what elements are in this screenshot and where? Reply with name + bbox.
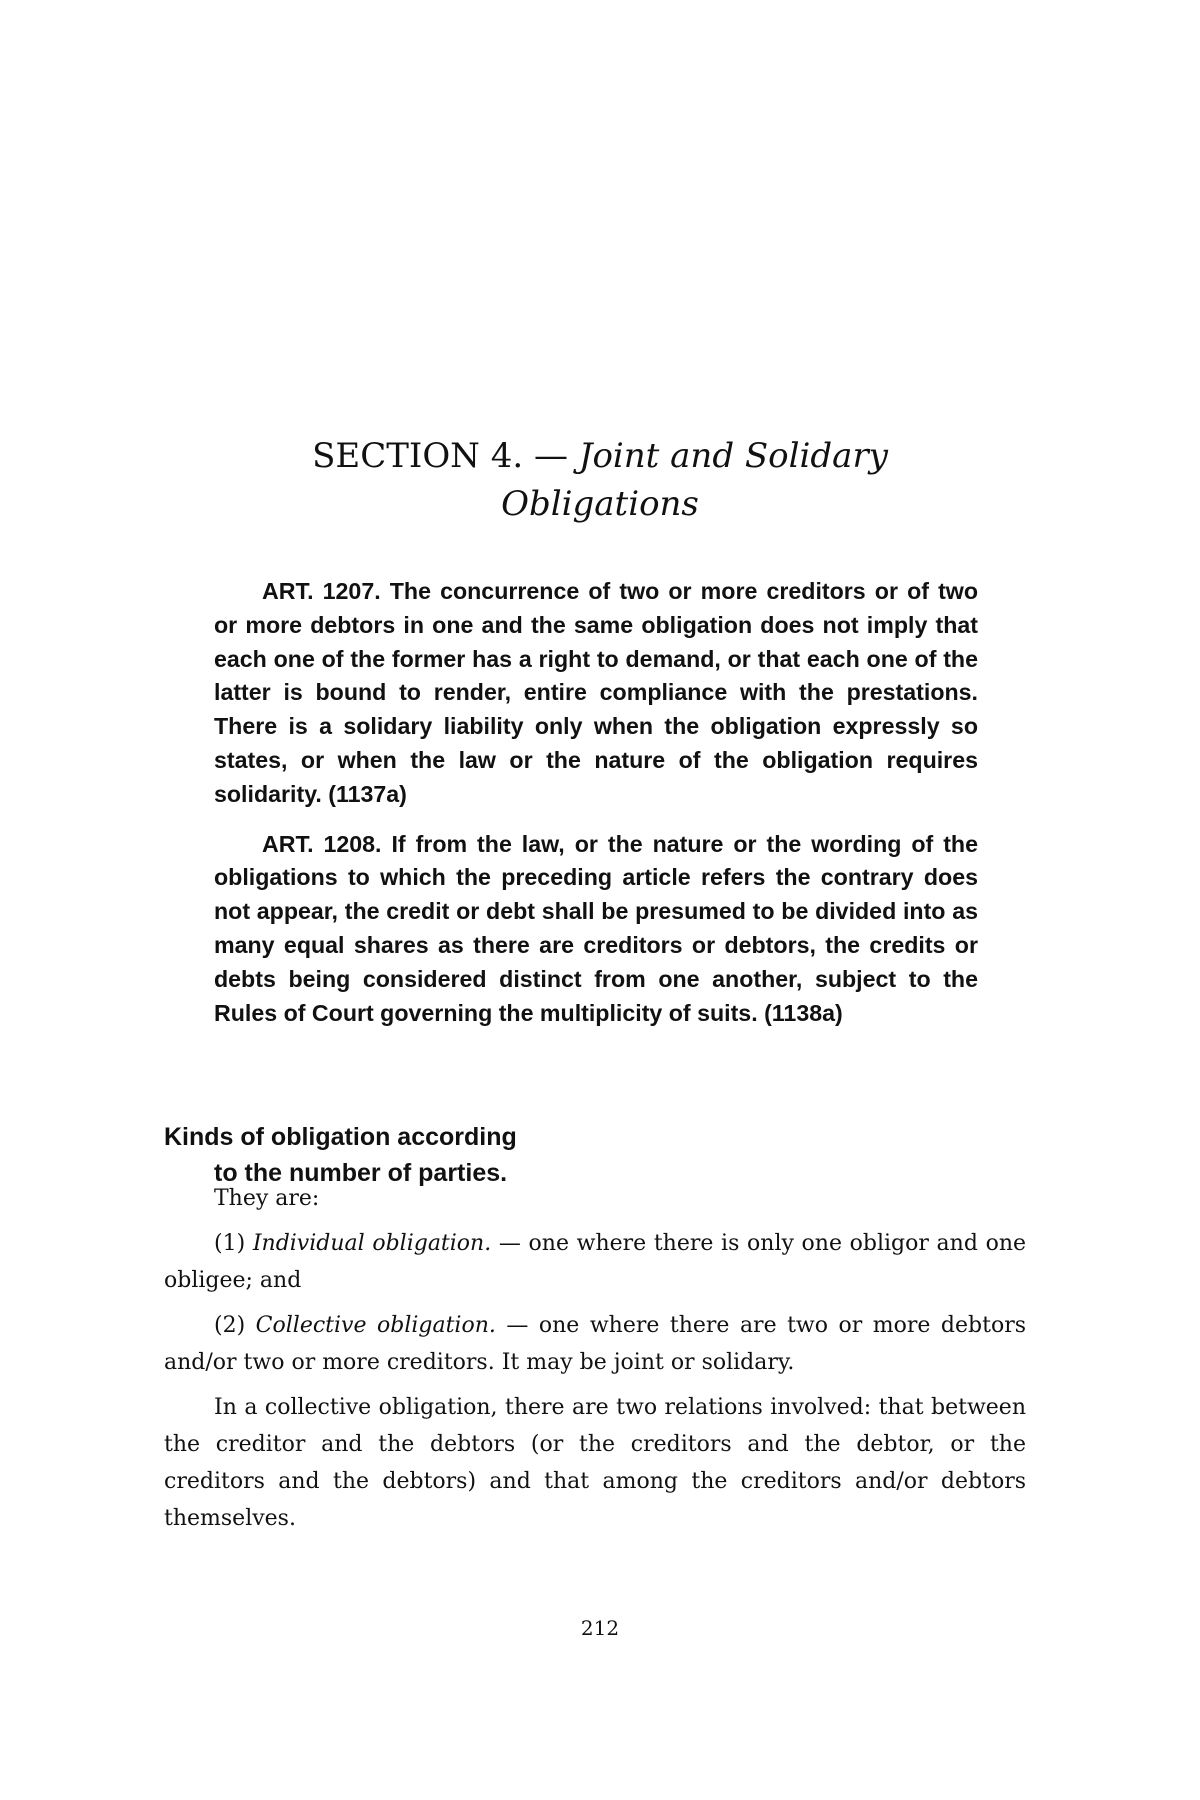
section-title-line1: Joint and Solidary: [578, 436, 888, 476]
page-number: 212: [580, 1616, 620, 1640]
intro-paragraph: They are:: [214, 1186, 320, 1211]
article-label: ART. 1207.: [262, 578, 381, 604]
article-label: ART. 1208.: [262, 830, 382, 857]
item-number: (1): [214, 1231, 253, 1256]
article-1207: [214, 575, 978, 812]
section-dash: —: [523, 436, 579, 476]
item-term: Individual obligation.: [252, 1231, 492, 1256]
subheading-line2: to the number of parties.: [214, 1158, 508, 1187]
body-text: [164, 1180, 1026, 1545]
article-text: The concurrence of two or more creditors or of two or more debtors in one and the same obligation does not imply that each one of the former has a right to demand, or that each one of the latter is bound to render, entire compliance with the prestations. There is a solidary liability only when the obligation expressly so states, or when the law or the nature of the obligation requires solidarity. (1137a): [214, 578, 978, 807]
section-title-line2: Obligations: [501, 484, 699, 524]
list-item-individual: [164, 1225, 1026, 1299]
section-label: SECTION 4.: [312, 436, 524, 476]
subheading-line1: Kinds of obligation according: [164, 1122, 517, 1151]
item-text: — one where there are two or more debtors and/or two or more creditors. It may be joint or solidary.: [164, 1313, 1026, 1375]
articles-block: [214, 575, 978, 1046]
item-number: (2): [214, 1313, 256, 1338]
collective-paragraph: In a collective obligation, there are two relations involved: that between the creditor and the debtors (or the creditors and the debtor, or the creditors and the debtors) and that among the creditors and/or debtors themselves.: [164, 1395, 1026, 1531]
item-text: — one where there is only one obligor and one obligee; and: [164, 1231, 1027, 1293]
article-text: If from the law, or the nature or the wording of the obligations to which the preceding article refers the contrary does not appear, the credit or debt shall be presumed to be divided into as many equal shares as there are creditors or debtors, the credits or debts being considered distinct from one another, subject to the Rules of Court governing the multiplicity of suits. (1138a): [214, 830, 978, 1026]
list-item-collective: [164, 1307, 1026, 1381]
article-1208: [214, 828, 978, 1031]
section-title: [170, 432, 1030, 528]
item-term: Collective obligation.: [255, 1313, 496, 1338]
